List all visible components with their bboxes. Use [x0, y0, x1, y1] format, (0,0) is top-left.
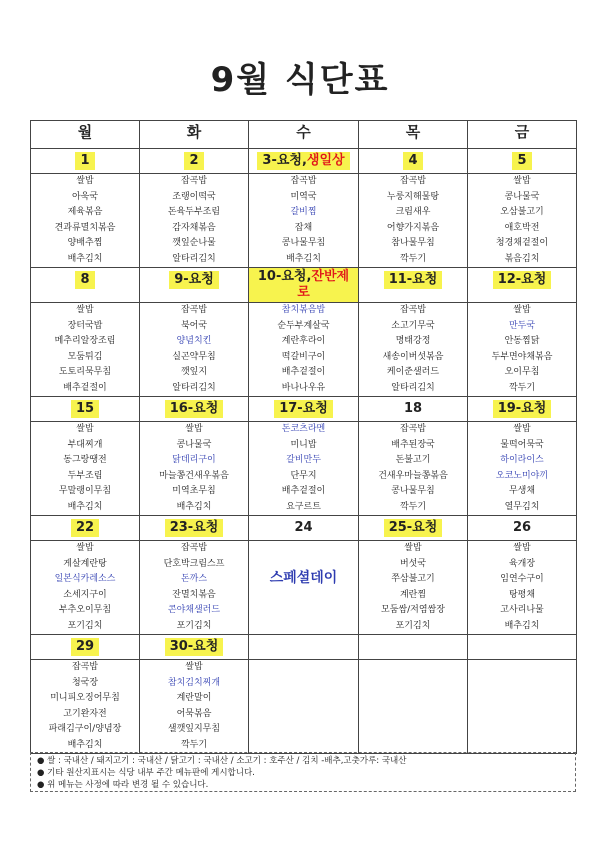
menu-item: 쭈삼불고기 — [391, 574, 435, 584]
menu-item: 쌀밥 — [185, 662, 203, 672]
menu-item: 새송이버섯볶음 — [382, 351, 444, 362]
menu-item: 쌀밥 — [404, 543, 422, 553]
date-label — [274, 400, 333, 418]
menu-item: 미역국 — [290, 191, 317, 202]
date-row — [31, 149, 577, 174]
date-label — [71, 400, 99, 418]
menu-item: 참치김치찌개 — [167, 677, 221, 688]
menu-item: 버섯국 — [399, 558, 427, 569]
menu-item: 청경채겉절이 — [495, 238, 549, 248]
menu-cell — [249, 303, 359, 397]
menu-item: 탕평채 — [508, 589, 536, 600]
menu-item: 참나물무침 — [391, 238, 435, 248]
menu-item: 콩나물무침 — [391, 486, 435, 496]
date-cell — [359, 397, 468, 422]
date-text: 10-요청, — [257, 269, 312, 284]
date-cell — [249, 268, 359, 303]
menu-item: 콩나물무침 — [281, 238, 326, 248]
menu-cell — [31, 174, 140, 268]
menu-item: 청국장 — [71, 677, 99, 688]
menu-item: 감자채볶음 — [172, 222, 216, 233]
date-label — [75, 271, 94, 289]
date-text: 17-요청 — [279, 401, 328, 416]
date-label — [508, 519, 536, 537]
menu-item: 깍두기 — [180, 739, 208, 750]
menu-item: 잡곡밥 — [399, 305, 427, 315]
menu-item: 배추김치 — [67, 253, 103, 264]
menu-item: 배추겉절이 — [63, 382, 107, 393]
date-cell — [140, 635, 249, 660]
menu-item: 깍두기 — [399, 501, 427, 512]
date-cell — [468, 397, 577, 422]
menu-item: 샐깻잎지무침 — [167, 724, 221, 734]
menu-item: 무말랭이무침 — [58, 486, 112, 496]
date-label — [289, 519, 317, 537]
menu-item: 깍두기 — [399, 253, 427, 264]
menu-row — [31, 422, 577, 516]
menu-item: 배추김치 — [67, 739, 103, 750]
menu-item: 잡곡밥 — [180, 305, 208, 315]
date-cell — [31, 149, 140, 174]
menu-item: 물떡어묵국 — [500, 439, 544, 450]
menu-item: 배추김치 — [176, 501, 212, 512]
menu-item: 알타리김치 — [172, 253, 216, 264]
menu-item: 잡곡밥 — [399, 176, 427, 186]
menu-item: 알타리김치 — [391, 382, 435, 393]
menu-item: 임연수구이 — [500, 574, 544, 584]
menu-cell — [468, 660, 577, 754]
menu-item: 배추김치 — [67, 501, 103, 512]
date-text: 15 — [75, 401, 95, 416]
menu-item: 볶음김치 — [504, 253, 540, 264]
menu-item: 누룽지해물탕 — [386, 191, 440, 202]
menu-item: 오코노미야끼 — [495, 470, 549, 481]
date-cell — [31, 268, 140, 303]
menu-item: 도토리묵무침 — [58, 367, 112, 377]
menu-item: 애호박전 — [504, 222, 540, 233]
date-cell — [31, 635, 140, 660]
menu-row — [31, 660, 577, 754]
menu-item: 북어국 — [180, 320, 208, 331]
date-text: 1 — [80, 153, 90, 168]
menu-cell — [359, 541, 468, 635]
menu-item: 배추겉절이 — [281, 367, 326, 377]
menu-item: 계란말이 — [176, 693, 212, 703]
event-label: 생일상 — [306, 153, 345, 168]
date-row — [31, 397, 577, 422]
menu-item: 요구르트 — [286, 501, 321, 512]
menu-item: 모둠튀김 — [67, 351, 103, 362]
menu-item: 깻잎순나물 — [172, 238, 216, 248]
menu-item: 포기김치 — [395, 620, 431, 631]
menu-item: 잡채 — [294, 222, 313, 233]
date-label — [75, 152, 94, 170]
menu-item: 명태강정 — [395, 336, 431, 346]
menu-cell — [31, 541, 140, 635]
menu-item: 쌀밥 — [76, 424, 94, 434]
menu-item: 어향가지볶음 — [386, 222, 440, 233]
menu-item: 케이준샐러드 — [386, 367, 440, 377]
weekday-header: 금 — [468, 121, 577, 149]
date-text: 19-요청 — [497, 401, 547, 416]
menu-item: 계란후라이 — [281, 336, 326, 346]
menu-item: 잡곡밥 — [399, 424, 427, 434]
date-label — [165, 519, 224, 537]
menu-item: 안동찜닭 — [504, 336, 540, 346]
event-label: 잔반제로 — [297, 269, 350, 300]
menu-cell — [468, 541, 577, 635]
menu-item: 돈불고기 — [395, 455, 431, 465]
date-text: 25-요청 — [388, 520, 438, 535]
date-cell — [140, 268, 249, 303]
menu-item: 포기김치 — [176, 620, 212, 631]
date-text: 9-요청 — [174, 272, 214, 287]
menu-item: 하이라이스 — [500, 455, 544, 465]
menu-item: 깍두기 — [508, 382, 536, 393]
menu-item: 돈코츠라멘 — [281, 424, 326, 434]
menu-item: 잡곡밥 — [180, 176, 208, 186]
menu-cell — [140, 541, 249, 635]
date-label — [184, 152, 203, 170]
date-text: 23-요청 — [169, 520, 219, 535]
date-text: 24 — [294, 520, 313, 535]
note-other-origin: ● 기타 원산지표시는 식당 내부 주간 메뉴판에 게시합니다. — [37, 768, 255, 778]
menu-item: 부대찌개 — [67, 439, 103, 450]
date-label — [257, 152, 349, 170]
menu-item: 아욱국 — [71, 191, 99, 202]
menu-item: 쌀밥 — [76, 176, 94, 186]
menu-item: 잡곡밥 — [71, 662, 99, 672]
menu-item: 오삼불고기 — [500, 207, 544, 217]
menu-item: 제육볶음 — [67, 207, 103, 217]
menu-item: 배추김치 — [286, 253, 321, 264]
menu-cell — [468, 422, 577, 516]
note-origin: ● 쌀 : 국내산 / 돼지고기 : 국내산 / 닭고기 : 국내산 / 소고기 : 호주산 / 김치 -배추,고춧가루: 국내산 — [37, 756, 407, 766]
menu-cell — [249, 422, 359, 516]
menu-item: 알타리김치 — [172, 382, 216, 393]
menu-cell — [249, 174, 359, 268]
menu-item: 돈까스 — [180, 574, 208, 584]
menu-cell — [359, 660, 468, 754]
date-text: 3-요청, — [262, 153, 307, 168]
menu-item: 떡갈비구이 — [281, 351, 326, 362]
menu-item: 쌀밥 — [76, 543, 94, 553]
menu-item: 육개장 — [508, 558, 536, 569]
menu-item: 장터국밥 — [67, 320, 103, 331]
date-label — [249, 268, 358, 302]
menu-cell — [249, 660, 359, 754]
menu-item: 양배추찜 — [67, 238, 103, 248]
menu-item: 잡곡밥 — [180, 543, 208, 553]
menu-item: 쌀밥 — [76, 305, 94, 315]
menu-item: 콩나물국 — [504, 191, 540, 202]
menu-item: 양념치킨 — [176, 336, 212, 346]
menu-item: 갈비찜 — [290, 207, 317, 217]
date-label — [384, 519, 443, 537]
menu-row — [31, 174, 577, 268]
menu-item: 닭데리구이 — [172, 455, 216, 465]
menu-item: 잡곡밥 — [290, 176, 317, 186]
weekday-header: 화 — [140, 121, 249, 149]
menu-item: 두부조림 — [67, 470, 103, 481]
date-cell — [359, 149, 468, 174]
menu-cell — [249, 541, 359, 635]
date-text: 16-요청 — [169, 401, 219, 416]
menu-item: 조랭이떡국 — [172, 191, 216, 202]
date-label — [71, 519, 99, 537]
menu-table — [30, 120, 577, 754]
menu-item: 쌀밥 — [513, 176, 531, 186]
date-cell — [359, 516, 468, 541]
note-change: ● 위 메뉴는 사정에 따라 변경 될 수 있습니다. — [37, 780, 209, 790]
date-row — [31, 516, 577, 541]
menu-item: 배추겉절이 — [281, 486, 326, 496]
menu-row — [31, 303, 577, 397]
menu-cell — [140, 174, 249, 268]
notes-box — [30, 752, 576, 792]
date-label — [169, 271, 219, 289]
menu-item: 배추김치 — [504, 620, 540, 631]
menu-item: 고기완자전 — [63, 708, 107, 719]
date-label — [493, 271, 552, 289]
date-cell — [359, 268, 468, 303]
date-cell — [31, 516, 140, 541]
menu-item: 동그랑땡전 — [63, 455, 107, 465]
weekday-header-row — [31, 121, 577, 149]
menu-item: 콘야채샐러드 — [167, 605, 221, 615]
date-label — [493, 400, 552, 418]
date-text: 26 — [512, 520, 532, 535]
date-cell — [468, 516, 577, 541]
weekday-header: 목 — [359, 121, 468, 149]
menu-item: 단호박크림스프 — [163, 558, 225, 569]
menu-item: 메추리알장조림 — [54, 336, 116, 346]
menu-item: 쌀밥 — [513, 424, 531, 434]
menu-item: 계란찜 — [399, 589, 427, 600]
date-text: 4 — [408, 153, 418, 168]
menu-item: 부추오이무침 — [58, 605, 112, 615]
menu-cell — [468, 174, 577, 268]
menu-item: 어묵볶음 — [176, 708, 212, 719]
menu-cell — [359, 303, 468, 397]
date-cell — [249, 516, 359, 541]
date-text: 5 — [517, 153, 527, 168]
date-cell — [140, 149, 249, 174]
menu-item: 견과류멸치볶음 — [54, 222, 116, 233]
menu-item: 미니피오징어무침 — [50, 693, 120, 703]
menu-item: 무생채 — [508, 486, 536, 496]
menu-item: 쌀밥 — [513, 543, 531, 553]
date-cell — [31, 397, 140, 422]
date-label — [399, 400, 427, 418]
date-label — [165, 638, 224, 656]
menu-cell — [140, 422, 249, 516]
date-text: 12-요청 — [497, 272, 547, 287]
date-label — [403, 152, 422, 170]
menu-item: 쌀밥 — [185, 424, 203, 434]
date-label — [512, 152, 531, 170]
date-cell — [468, 635, 577, 660]
menu-item: 포기김치 — [67, 620, 103, 631]
menu-item: 고사리나물 — [500, 605, 544, 615]
date-label — [384, 271, 443, 289]
menu-item: 실곤약무침 — [172, 351, 216, 362]
date-cell — [140, 397, 249, 422]
menu-item: 게살계란탕 — [63, 558, 107, 569]
special-day-label: 스페셜데이 — [269, 570, 338, 586]
date-row — [31, 635, 577, 660]
date-text: 18 — [403, 401, 423, 416]
date-label — [71, 638, 99, 656]
menu-item: 크림새우 — [395, 207, 431, 217]
menu-cell — [140, 303, 249, 397]
date-cell — [249, 397, 359, 422]
date-cell — [249, 149, 359, 174]
menu-row — [31, 541, 577, 635]
date-row — [31, 268, 577, 303]
menu-item: 소고기무국 — [391, 320, 435, 331]
date-cell — [468, 149, 577, 174]
menu-item: 잔멸치볶음 — [172, 589, 216, 600]
menu-item: 깻잎지 — [180, 367, 208, 377]
date-cell — [140, 516, 249, 541]
date-text: 2 — [189, 153, 199, 168]
menu-cell — [31, 303, 140, 397]
menu-cell — [31, 660, 140, 754]
menu-item: 갈비만두 — [286, 455, 321, 465]
menu-item: 열무김치 — [504, 501, 540, 512]
menu-cell — [359, 422, 468, 516]
menu-item: 파래김구이/양념장 — [48, 724, 122, 734]
menu-item: 만두국 — [508, 320, 536, 331]
date-text: 8 — [80, 272, 90, 287]
menu-cell — [31, 422, 140, 516]
menu-item: 바나나우유 — [281, 382, 326, 393]
menu-cell — [140, 660, 249, 754]
weekday-header: 수 — [249, 121, 359, 149]
date-cell — [249, 635, 359, 660]
menu-item: 건새우마늘쫑볶음 — [378, 470, 448, 481]
menu-item: 콩나물국 — [176, 439, 212, 450]
date-cell — [468, 268, 577, 303]
weekday-header: 월 — [31, 121, 140, 149]
page-title: 9월 식단표 — [210, 60, 390, 100]
menu-cell — [468, 303, 577, 397]
menu-item: 미역초무침 — [172, 486, 216, 496]
menu-item: 모둠쌈/저염쌈장 — [381, 605, 445, 615]
menu-item: 배추된장국 — [391, 439, 435, 450]
menu-item: 소세지구이 — [63, 589, 107, 600]
menu-item: 단무지 — [290, 470, 317, 481]
date-label — [165, 400, 224, 418]
menu-item: 돈육두부조림 — [167, 207, 221, 217]
date-text: 30-요청 — [169, 639, 219, 654]
date-cell — [359, 635, 468, 660]
menu-item: 참치볶음밥 — [281, 305, 326, 315]
date-text: 29 — [75, 639, 95, 654]
menu-item: 두부면야채볶음 — [491, 351, 553, 362]
date-text: 22 — [75, 520, 95, 535]
menu-item: 쌀밥 — [513, 305, 531, 315]
menu-item: 일본식카레소스 — [54, 574, 116, 584]
menu-item: 순두부계살국 — [277, 320, 330, 331]
menu-item: 마늘쫑건새우볶음 — [159, 470, 229, 481]
menu-item: 미니밥 — [290, 439, 317, 450]
menu-cell — [359, 174, 468, 268]
date-text: 11-요청 — [388, 272, 438, 287]
menu-item: 오이무침 — [504, 367, 540, 377]
